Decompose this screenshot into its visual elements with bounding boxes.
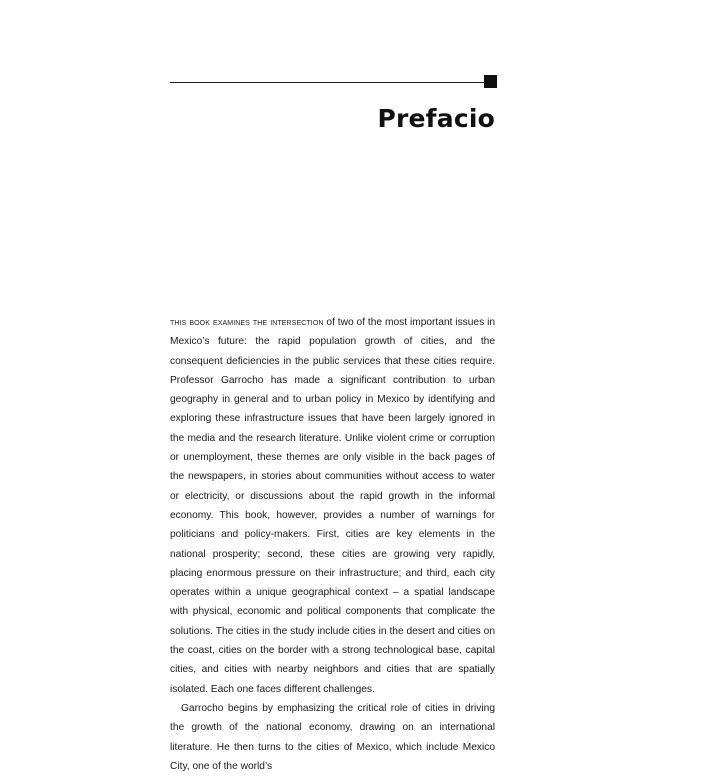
paragraph-1-text: of two of the most important issues in Mexico’s future: the rapid population growth of cities, and the consequent deficiencies in the public services that these cities require. Professor Garrocho has made a significant contribution to urban geography in general and to urban policy in Mexico by identifying and exploring these infrastructure issues that have been largely ignored in the media and the research literature. Unlike violent crime or corruption or unemployment, these themes are only visible in the back pages of the newspapers, in stories about communities without access to water or electricity, or discussions about the rapid growth in the informal economy. This book, however, provides a number of warnings for politicians and policy-makers. First, cities are key elements in the national prosperity; second, these cities are growing very rapidly, placing enormous pressure on their infrastructure; and third, each city operates within a unique geographical context – a spatial landscape with physical, economic and political components that complicate the solutions. The cities in the study include cities in the desert and cities on the coast, cities on the border with a strong technological base, capital cities, and cities with nearby neighbors and cities that are spatially isolated. Each one faces different challenges. [170, 317, 495, 695]
paragraph-2 [170, 699, 495, 776]
page-title: Prefacio [377, 104, 495, 133]
paragraph-1-lead-in: this book examines the intersection [170, 317, 324, 328]
header-rule-block [484, 75, 497, 88]
paragraph-1 [170, 313, 495, 699]
header-rule [170, 82, 486, 83]
paragraph-2-text: Garrocho begins by emphasizing the critical role of cities in driving the growth of the national economy, drawing on an international literature. He then turns to the cities of Mexico, which include Mexico City, one of the world’s [170, 702, 495, 772]
body-text [170, 313, 495, 776]
